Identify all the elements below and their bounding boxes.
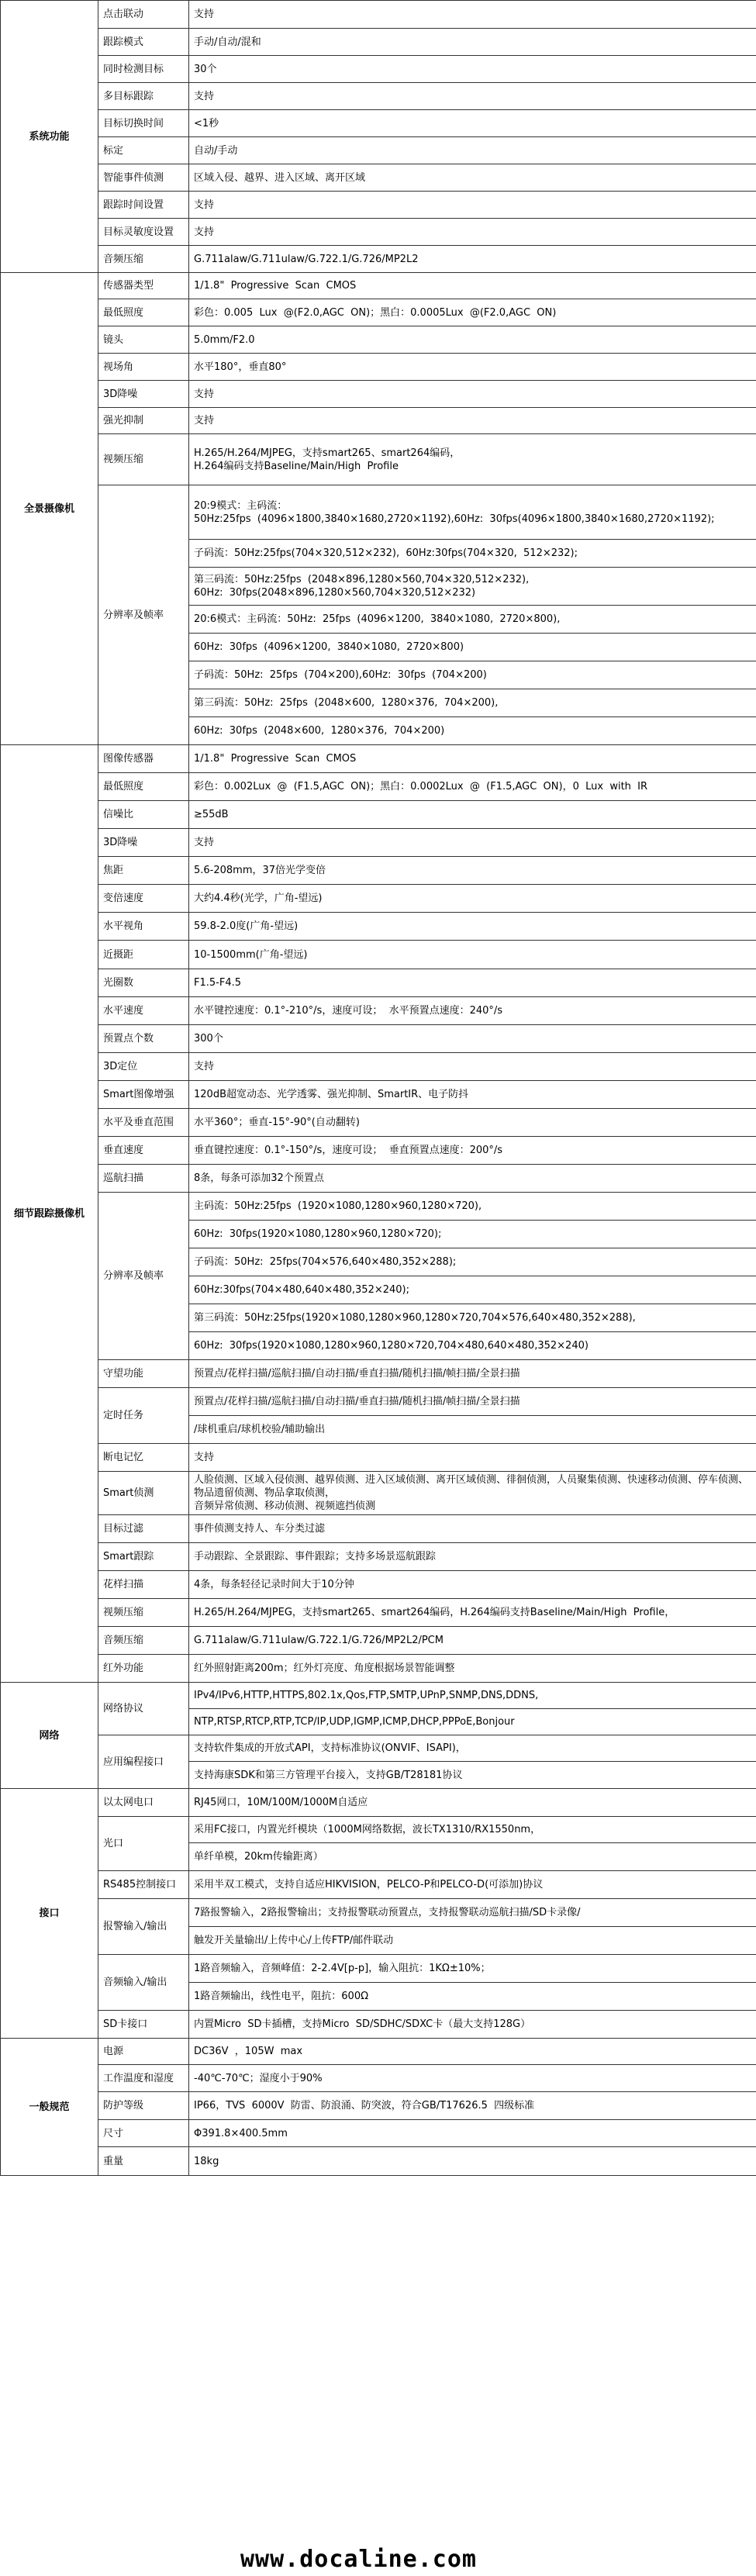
table-row [1,2065,756,2092]
spec-value-line: 20:6模式：主码流：50Hz: 25fps (4096×1200, 3840×1080, 2720×800), [194,613,561,625]
spec-label: 巡航扫描 [98,1165,189,1193]
table-row [1,1627,756,1655]
spec-value-line: 支持 [194,199,215,211]
spec-value-line: /球机重启/球机校验/辅助输出 [194,1424,326,1435]
spec-value [189,857,756,885]
table-row [1,434,756,485]
spec-value-line: 第三码流：50Hz:25fps(1920×1080,1280×960,1280×720,704×576,640×480,352×288), [194,1312,636,1324]
section-title: 一般规范 [1,2039,98,2176]
spec-value [189,326,756,354]
spec-value-line: 4条，每条轻径记录时间大于10分钟 [194,1579,354,1590]
spec-label: 视频压缩 [98,434,189,485]
spec-value [189,1871,756,1899]
spec-value-line: 10-1500mm(广角-望远) [194,948,308,961]
spec-value [189,485,756,540]
spec-label: 变倍速度 [98,885,189,913]
spec-label: 强光抑制 [98,408,189,434]
spec-value-line: 采用FC接口，内置光纤模块（1000M网络数据，波长TX1310/RX1550nm， [194,1824,541,1835]
table-row [1,1165,756,1193]
spec-label: 3D降噪 [98,381,189,408]
spec-label: 多目标跟踪 [98,83,189,110]
spec-value-line: IPv4/IPv6,HTTP,HTTPS,802.1x,Qos,FTP,SMTP,UPnP,SNMP,DNS,DDNS, [194,1690,539,1701]
spec-label: 水平速度 [98,997,189,1025]
spec-value-line: 子码流：50Hz: 25fps(704×576,640×480,352×288); [194,1256,457,1268]
spec-label: 重量 [98,2147,189,2176]
table-row [1,1053,756,1081]
spec-value [189,1599,756,1627]
spec-value [189,1,756,29]
table-row [1,801,756,829]
spec-value [189,829,756,857]
spec-value [189,1955,756,1983]
table-row [1,1025,756,1053]
table-row [1,1193,756,1221]
table-row [1,485,756,540]
spec-label: 光圈数 [98,969,189,997]
table-row [1,246,756,273]
table-row [1,969,756,997]
table-row [1,913,756,941]
spec-value-line: 8条，每条可添加32个预置点 [194,1172,324,1184]
spec-value-line: 支持 [194,1452,215,1463]
spec-value-line: 支持 [194,415,215,426]
spec-label: 焦距 [98,857,189,885]
spec-label: SD卡接口 [98,2011,189,2039]
table-row [1,1955,756,1983]
spec-value [189,1165,756,1193]
spec-value-line: 第三码流：50Hz: 25fps (2048×600, 1280×376, 704×200), [194,697,499,709]
spec-value-line: 区域入侵、越界、进入区域、离开区域 [194,171,366,184]
spec-value-line: H.264编码支持Baseline/Main/High Profile [194,460,399,472]
spec-value [189,661,756,689]
spec-value [189,1137,756,1165]
spec-value [189,1472,756,1515]
section-title: 接口 [1,1789,98,2039]
spec-value-line: 彩色：0.005 Lux @(F2.0,AGC ON)；黑白：0.0005Lux @(F2.0,AGC ON) [194,306,557,319]
table-row [1,885,756,913]
table-row [1,1137,756,1165]
spec-value-line: 支持海康SDK和第三方管理平台接入，支持GB/T28181协议 [194,1769,463,1781]
table-row [1,1444,756,1472]
spec-value-line: 事件侦测支持人、车分类过滤 [194,1523,326,1535]
table-row [1,1655,756,1683]
table-row [1,1789,756,1817]
spec-value-line: 垂直键控速度：0.1°-150°/s，速度可设； 垂直预置点速度：200°/s [194,1145,503,1156]
table-row [1,192,756,219]
spec-value-line: 50Hz:25fps (4096×1800,3840×1680,2720×1192),60Hz: 30fps(4096×1800,3840×1680,2720×1192); [194,513,715,525]
spec-value [189,1543,756,1571]
spec-value-line: 水平360°；垂直-15°-90°(自动翻转) [194,1117,360,1128]
table-row [1,1899,756,1927]
spec-value [189,2147,756,2176]
spec-value-line: 支持 [194,388,215,400]
spec-value-line: -40℃-70℃；湿度小于90% [194,2072,323,2084]
table-row [1,1109,756,1137]
spec-label: 水平视角 [98,913,189,941]
spec-label: 花样扫描 [98,1571,189,1599]
spec-value [189,219,756,246]
spec-label: 音频输入/输出 [98,1955,189,2011]
spec-value [189,273,756,299]
table-row [1,137,756,164]
spec-value [189,1332,756,1360]
spec-value-line: 60Hz: 30fps (2048×600, 1280×376, 704×200) [194,725,445,737]
spec-label: 尺寸 [98,2120,189,2147]
spec-label: 音频压缩 [98,1627,189,1655]
spec-label: 音频压缩 [98,246,189,273]
spec-value-line: 30个 [194,63,217,75]
spec-value [189,1304,756,1332]
spec-value-line: 支持 [194,9,215,20]
spec-value-line: 红外照射距离200m；红外灯亮度、角度根据场景智能调整 [194,1663,455,1674]
spec-value-line: 60Hz: 30fps (4096×1200, 3840×1080, 2720×800) [194,641,464,653]
spec-label: 光口 [98,1817,189,1871]
spec-label: 最低照度 [98,299,189,326]
spec-value [189,1709,756,1735]
spec-value [189,1416,756,1444]
table-row [1,1871,756,1899]
spec-value [189,969,756,997]
spec-value-line: 水平180°，垂直80° [194,361,287,373]
spec-value-line: 59.8-2.0度(广角-望远) [194,920,299,932]
spec-value [189,83,756,110]
spec-value-line: 60Hz: 30fps(1920×1080,1280×960,1280×720,704×480,640×480,352×240) [194,1340,589,1352]
spec-label: 点击联动 [98,1,189,29]
spec-value [189,773,756,801]
spec-value [189,689,756,717]
table-row [1,941,756,969]
table-row [1,1388,756,1416]
spec-value [189,1789,756,1817]
spec-value [189,354,756,381]
spec-value [189,1983,756,2011]
spec-label: 报警输入/输出 [98,1899,189,1955]
spec-value [189,1081,756,1109]
spec-value-line: 预置点/花样扫描/巡航扫描/自动扫描/垂直扫描/随机扫描/帧扫描/全景扫描 [194,1396,520,1407]
spec-label: RS485控制接口 [98,1871,189,1899]
watermark: www.docaline.com [240,2546,477,2573]
spec-value [189,913,756,941]
table-row [1,354,756,381]
spec-value [189,1221,756,1248]
spec-label: 目标切换时间 [98,110,189,137]
table-row [1,381,756,408]
spec-value [189,2092,756,2120]
spec-value [189,2011,756,2039]
spec-value [189,941,756,969]
section-title: 网络 [1,1683,98,1789]
table-row [1,2092,756,2120]
spec-value-line: 第三码流：50Hz:25fps (2048×896,1280×560,704×320,512×232), [194,574,530,585]
table-row [1,745,756,773]
spec-label: 断电记忆 [98,1444,189,1472]
spec-value [189,1276,756,1304]
table-row [1,2039,756,2065]
spec-value-line: 支持 [194,90,215,102]
spec-value [189,540,756,568]
spec-label: 目标过滤 [98,1515,189,1543]
spec-label: 水平及垂直范围 [98,1109,189,1137]
spec-value-line: RJ45网口，10M/100M/1000M自适应 [194,1797,368,1808]
spec-value-line: 手动/自动/混和 [194,36,261,48]
spec-label: 分辨率及帧率 [98,1193,189,1360]
spec-label: 分辨率及帧率 [98,485,189,745]
spec-value [189,1655,756,1683]
spec-value-line: NTP,RTSP,RTCP,RTP,TCP/IP,UDP,IGMP,ICMP,DHCP,PPPoE,Bonjour [194,1716,515,1728]
spec-value [189,997,756,1025]
spec-value-line: 1/1.8" Progressive Scan CMOS [194,753,357,765]
spec-value-line: G.711alaw/G.711ulaw/G.722.1/G.726/MP2L2/PCM [194,1635,444,1646]
table-row [1,857,756,885]
spec-value-line: IP66，TVS 6000V 防雷、防浪涌、防突波，符合GB/T17626.5 四级标准 [194,2100,535,2112]
spec-value-line: 18kg [194,2155,219,2167]
section-title: 细节跟踪摄像机 [1,745,98,1683]
spec-label: 工作温度和湿度 [98,2065,189,2092]
spec-value-line: 1路音频输出，线性电平，阻抗：600Ω [194,1991,369,2002]
spec-value-line: 子码流：50Hz: 25fps (704×200),60Hz: 30fps (704×200) [194,669,487,681]
spec-value [189,745,756,773]
spec-value [189,1571,756,1599]
spec-label: 预置点个数 [98,1025,189,1053]
spec-value-line: 60Hz: 30fps(2048×896,1280×560,704×320,512×232) [194,587,476,599]
spec-value [189,1762,756,1789]
spec-value-line: 1路音频输入，音频峰值：2-2.4V[p-p]，输入阻抗：1KΩ±10%； [194,1963,491,1974]
spec-value [189,299,756,326]
table-row [1,299,756,326]
spec-value-line: 大约4.4秒(光学，广角-望远) [194,893,323,904]
spec-label: 以太网电口 [98,1789,189,1817]
table-row [1,1,756,29]
spec-value [189,634,756,661]
spec-value-line: 内置Micro SD卡插槽，支持Micro SD/SDHC/SDXC卡（最大支持128G） [194,2018,531,2030]
spec-value-line: 采用半双工模式，支持自适应HIKVISION，PELCO-P和PELCO-D(可添加)协议 [194,1879,544,1891]
table-row [1,83,756,110]
spec-label: 标定 [98,137,189,164]
table-row [1,219,756,246]
table-row [1,773,756,801]
spec-value [189,381,756,408]
spec-label: 电源 [98,2039,189,2065]
table-row [1,110,756,137]
spec-label: Smart侦测 [98,1472,189,1515]
spec-value [189,606,756,634]
spec-value-line: H.265/H.264/MJPEG，支持smart265、smart264编码， [194,447,461,459]
spec-value [189,1025,756,1053]
spec-label: 跟踪时间设置 [98,192,189,219]
spec-label: 镜头 [98,326,189,354]
spec-value [189,110,756,137]
spec-label: 图像传感器 [98,745,189,773]
spec-label: 应用编程接口 [98,1735,189,1789]
table-row [1,1683,756,1709]
spec-value [189,1248,756,1276]
spec-value [189,1735,756,1762]
table-row [1,1472,756,1515]
spec-label: 传感器类型 [98,273,189,299]
spec-label: 最低照度 [98,773,189,801]
spec-value [189,164,756,192]
spec-label: 守望功能 [98,1360,189,1388]
spec-value [189,1899,756,1927]
spec-value-line: H.265/H.264/MJPEG，支持smart265、smart264编码，H.264编码支持Baseline/Main/High Profile， [194,1607,675,1618]
spec-value-line: G.711alaw/G.711ulaw/G.722.1/G.726/MP2L2 [194,253,419,265]
spec-value-line: 支持 [194,1061,215,1072]
spec-label: 网络协议 [98,1683,189,1735]
table-row [1,2147,756,2176]
spec-value [189,1053,756,1081]
table-row [1,1735,756,1762]
table-row [1,56,756,83]
table-row [1,1515,756,1543]
table-row [1,29,756,56]
spec-label: 垂直速度 [98,1137,189,1165]
spec-value-line: 5.6-208mm，37倍光学变倍 [194,865,326,876]
table-row [1,2120,756,2147]
spec-value-line: 预置点/花样扫描/巡航扫描/自动扫描/垂直扫描/随机扫描/帧扫描/全景扫描 [194,1368,520,1380]
spec-label: Smart跟踪 [98,1543,189,1571]
table-row [1,164,756,192]
spec-value [189,434,756,485]
spec-value [189,1683,756,1709]
spec-label: 3D定位 [98,1053,189,1081]
spec-value-line: Φ391.8×400.5mm [194,2127,288,2139]
spec-value [189,408,756,434]
spec-value-line: 60Hz:30fps(704×480,640×480,352×240); [194,1284,410,1296]
spec-value-line: 1/1.8" Progressive Scan CMOS [194,280,357,292]
spec-label: 视场角 [98,354,189,381]
spec-value [189,1817,756,1843]
spec-label: 定时任务 [98,1388,189,1444]
table-row [1,829,756,857]
table-row [1,997,756,1025]
spec-value-line: 自动/手动 [194,144,238,157]
spec-value-line: 触发开关量输出/上传中心/上传FTP/邮件联动 [194,1935,394,1946]
spec-value [189,1193,756,1221]
spec-value-line: 主码流：50Hz:25fps (1920×1080,1280×960,1280×720), [194,1200,482,1212]
spec-value-line: ≥55dB [194,809,229,820]
spec-value [189,1109,756,1137]
spec-value-line: 音频异常侦测、移动侦测、视频遮挡侦测 [194,1500,376,1512]
spec-value-line: 单纤单模，20km传输距离） [194,1851,323,1863]
section-title: 系统功能 [1,1,98,273]
spec-value [189,1515,756,1543]
spec-value [189,1360,756,1388]
spec-value-line: 支持软件集成的开放式API，支持标准协议(ONVIF、ISAPI)， [194,1742,466,1754]
table-row [1,326,756,354]
spec-value [189,1444,756,1472]
spec-value [189,1927,756,1955]
table-row [1,1571,756,1599]
spec-value-line: 水平键控速度：0.1°-210°/s，速度可设； 水平预置点速度：240°/s [194,1005,503,1017]
spec-value [189,29,756,56]
spec-label: 防护等级 [98,2092,189,2120]
spec-value [189,717,756,745]
spec-value [189,246,756,273]
spec-value [189,56,756,83]
spec-value-line: 20:9模式：主码流： [194,499,288,512]
table-row [1,408,756,434]
spec-value [189,137,756,164]
section-title: 全景摄像机 [1,273,98,745]
spec-value-line: 300个 [194,1033,223,1045]
spec-value-line: 60Hz: 30fps(1920×1080,1280×960,1280×720); [194,1228,442,1240]
spec-label: 红外功能 [98,1655,189,1683]
spec-label: 信噪比 [98,801,189,829]
spec-label: 3D降噪 [98,829,189,857]
spec-value-line: 手动跟踪、全景跟踪、事件跟踪；支持多场景巡航跟踪 [194,1551,437,1563]
spec-value [189,568,756,606]
spec-label: 近摄距 [98,941,189,969]
spec-value-line: 7路报警输入，2路报警输出；支持报警联动预置点，支持报警联动巡航扫描/SD卡录像/ [194,1907,581,1918]
spec-value-line: F1.5-F4.5 [194,977,241,989]
table-row [1,1817,756,1843]
spec-value [189,885,756,913]
spec-label: 视频压缩 [98,1599,189,1627]
table-row [1,273,756,299]
spec-value-line: 支持 [194,837,215,848]
spec-value-line: DC36V ，105W max [194,2046,303,2057]
table-row [1,1081,756,1109]
spec-value [189,801,756,829]
table-row [1,2011,756,2039]
spec-value [189,1843,756,1871]
spec-label: 同时检测目标 [98,56,189,83]
spec-value-line: 5.0mm/F2.0 [194,333,255,346]
spec-value-line: 彩色：0.002Lux @ (F1.5,AGC ON)；黑白：0.0002Lux @ (F1.5,AGC ON)，0 Lux with IR [194,781,648,792]
spec-value [189,2065,756,2092]
spec-value-line: 支持 [194,226,215,238]
table-row [1,1360,756,1388]
spec-label: 跟踪模式 [98,29,189,56]
spec-label: 智能事件侦测 [98,164,189,192]
spec-value-line: 120dB超宽动态、光学透雾、强光抑制、SmartIR、电子防抖 [194,1089,469,1100]
spec-value-line: <1秒 [194,117,219,129]
table-row [1,1543,756,1571]
spec-value [189,2039,756,2065]
spec-value [189,192,756,219]
spec-label: 目标灵敏度设置 [98,219,189,246]
spec-value [189,1388,756,1416]
spec-value-line: 子码流：50Hz:25fps(704×320,512×232), 60Hz:30fps(704×320, 512×232); [194,547,578,559]
spec-value-line: 人脸侦测、区域入侵侦测、越界侦测、进入区域侦测、离开区域侦测、徘徊侦测，人员聚集侦测、快速移动侦测、停车侦测、物品遗留侦测、物品拿取侦测， [194,1474,749,1499]
spec-label: Smart图像增强 [98,1081,189,1109]
spec-value [189,2120,756,2147]
table-row [1,1599,756,1627]
spec-value [189,1627,756,1655]
